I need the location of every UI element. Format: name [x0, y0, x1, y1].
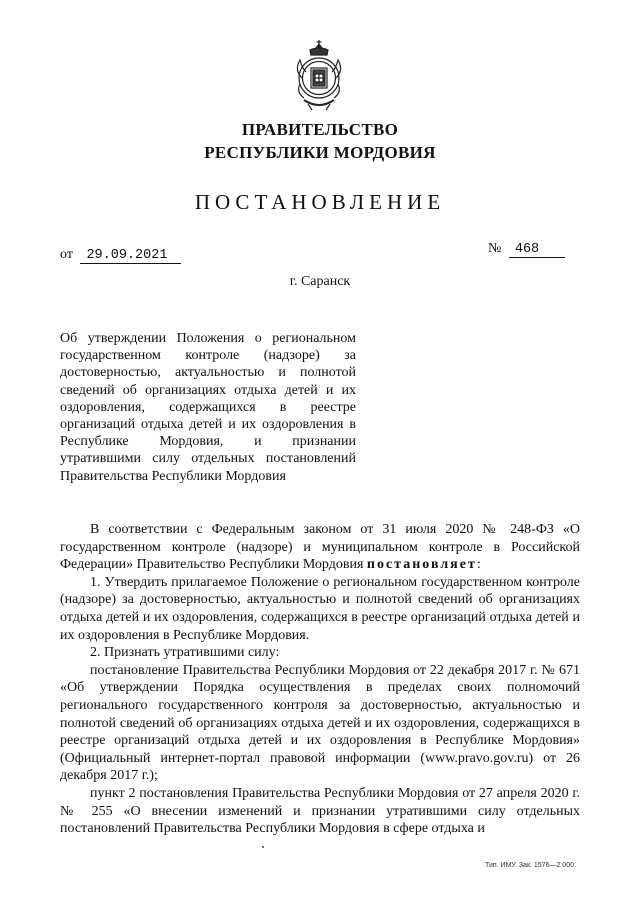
item-2-paragraph: 2. Признать утратившими силу: [90, 645, 280, 661]
preamble-paragraph [60, 521, 580, 574]
scan-speck [262, 846, 264, 848]
item-2a-paragraph: постановление Правительства Республики Мордовия от 22 декабря 2017 г. № 671 «Об утверждении Порядка осуществления в пределах своих полномочий регионального государственного контроля за достоверностью, актуальностью и полнотой сведений об организациях отдыха детей и их оздоровления, содержащихся в реестре организаций отдыха детей и их оздоровления в Республике Мордовия» (Официальный интернет-портал правовой информации (www.pravo.gov.ru) от 26 декабря 2017 г.); [60, 662, 580, 784]
organization-title-line2: РЕСПУБЛИКИ МОРДОВИЯ [204, 143, 436, 162]
item-2b-paragraph: пункт 2 постановления Правительства Республики Мордовия от 27 апреля 2020 г. № 255 «О внесении изменений и признании утратившими силу отдельных постановлений Правительства Республики Мордовия в сфере отдыха и [60, 785, 580, 837]
number-value: 468 [509, 243, 565, 258]
preamble-end: : [476, 557, 481, 573]
date-value: 29.09.2021 [80, 249, 181, 264]
coat-of-arms-icon [290, 40, 348, 112]
date-prefix: от [60, 247, 73, 262]
organization-title-line1: ПРАВИТЕЛЬСТВО [241, 120, 399, 139]
document-date [60, 247, 181, 264]
preamble-text: В соответствии с Федеральным законом от 31 июля 2020 № 248-ФЗ «О государственном контроле (надзоре) и муниципальном контроле в Российской Федерации» Правительство Республики Мордовия [60, 522, 580, 573]
document-subject: Об утверждении Положения о региональном государственном контроле (надзоре) за достоверностью, актуальностью и полнотой сведений об организациях отдыха детей и их оздоровления, содержащихся в реестре организаций отдыха детей и их оздоровления в Республике Мордовия, и признании утратившими силу отдельных постановлений Правительства Республики Мордовия [60, 331, 356, 484]
item-1-paragraph: 1. Утвердить прилагаемое Положение о региональном государственном контроле (надзоре) за достоверностью, актуальностью и полнотой сведений об организациях отдыха детей и их оздоровления, содержащихся в реестре организаций отдыха детей и их оздоровления в Республике Мордовия. [60, 574, 580, 643]
decree-word: постановляет [366, 557, 477, 573]
print-info: Тип. ИМУ. Зак. 1576—2 000. [485, 862, 576, 869]
coat-of-arms-emblem [290, 40, 348, 112]
city-label: г. Саранск [289, 274, 351, 289]
document-type-title: ПОСТАНОВЛЕНИЕ [194, 190, 446, 214]
document-body [60, 521, 580, 838]
document-number [488, 241, 565, 258]
number-prefix: № [488, 241, 502, 256]
